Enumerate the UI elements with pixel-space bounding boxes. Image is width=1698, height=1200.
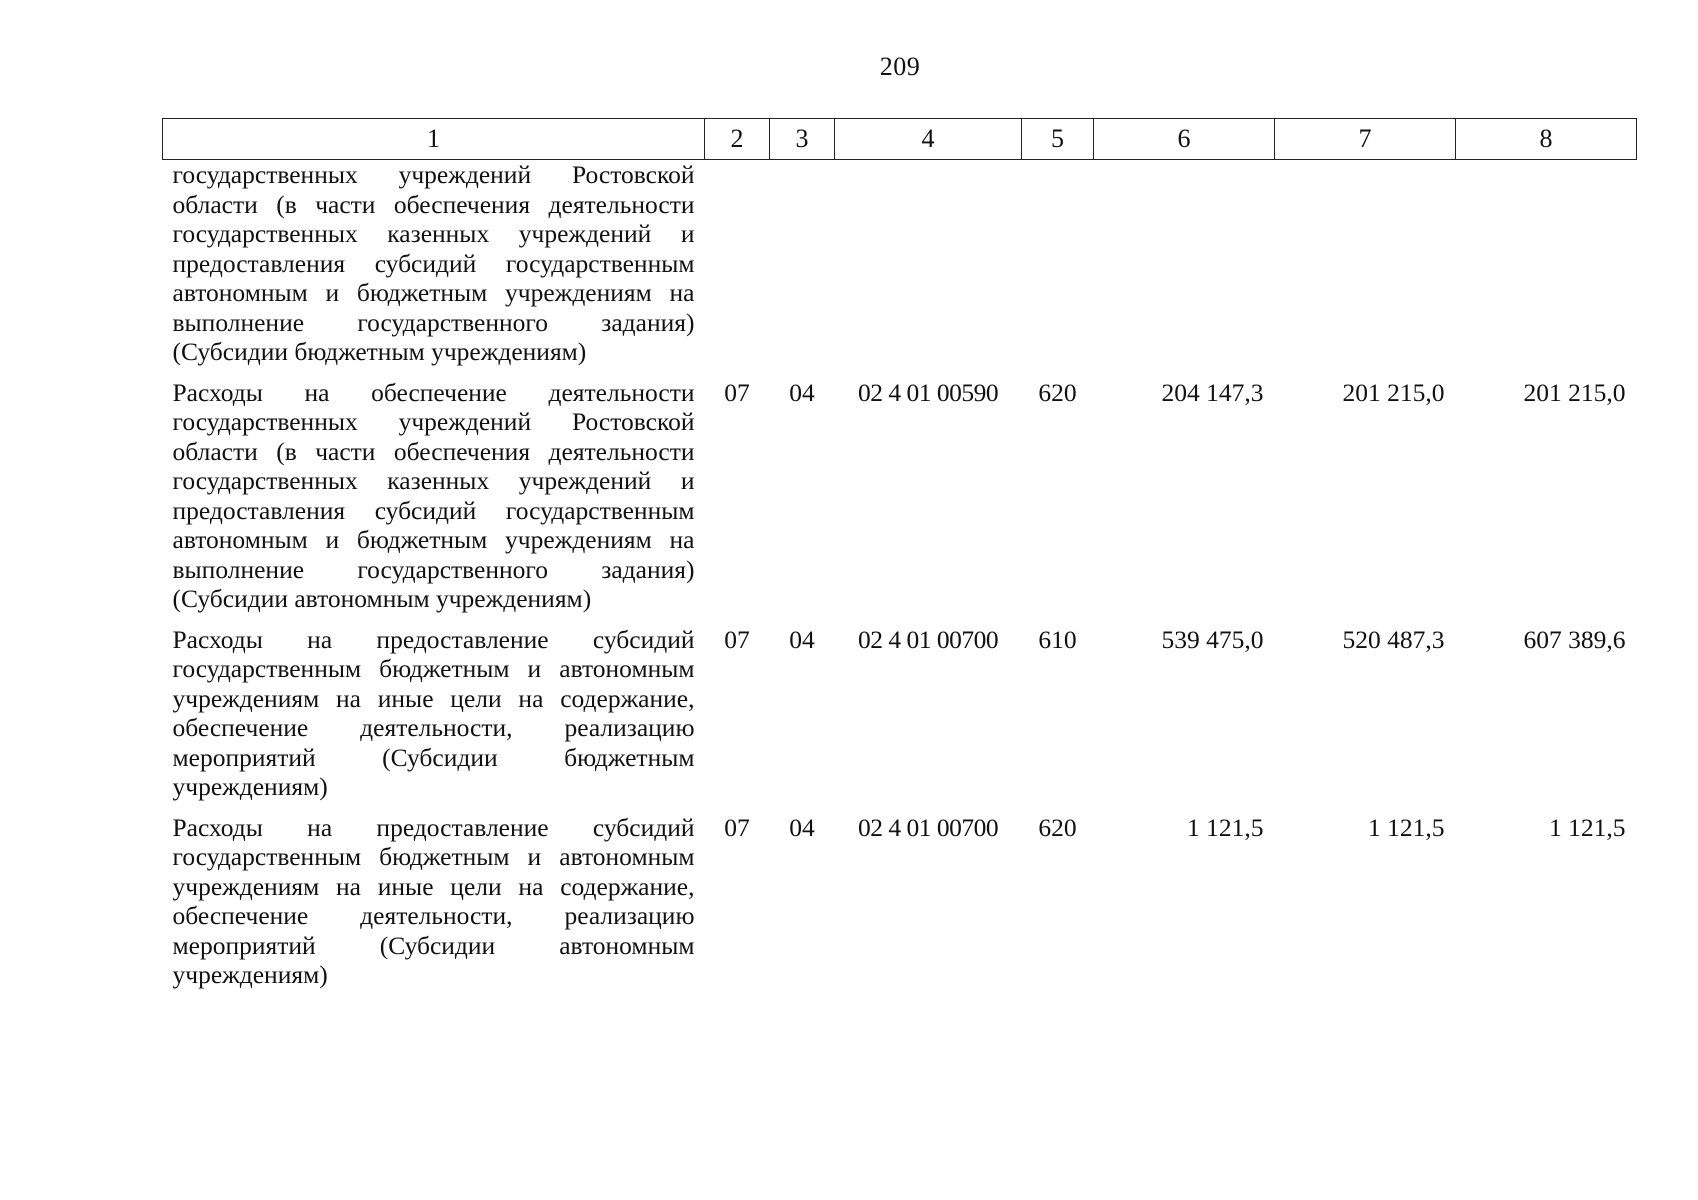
row-expense-type: 610 <box>1038 624 1077 654</box>
row-expense-type <box>1022 160 1094 378</box>
row-subsection <box>770 160 835 378</box>
budget-table <box>162 118 1637 1001</box>
header-row <box>163 119 1637 160</box>
header-col-4: 4 <box>835 119 1022 160</box>
page-number: 209 <box>879 52 921 81</box>
row-section: 07 <box>724 812 750 842</box>
row-section: 07 <box>724 377 750 407</box>
row-description: Расходы на предоставление субсидий государственным бюджетным и автономным учреждениям на иные цели на содержание, обеспечение деятельности, реализацию мероприятий (Субсидии автономным учреждениям) <box>172 812 695 989</box>
row-subsection: 04 <box>789 624 815 654</box>
row-target-code: 02 4 01 00590 <box>857 377 999 407</box>
row-target-code <box>835 160 1022 378</box>
row-amount-col8: 607 389,6 <box>1523 624 1626 654</box>
header-col-6: 6 <box>1094 119 1275 160</box>
row-amount-col8: 201 215,0 <box>1523 377 1626 407</box>
row-amount-col7 <box>1275 160 1456 378</box>
row-section: 07 <box>724 624 750 654</box>
row-amount-col6: 1 121,5 <box>1187 812 1264 842</box>
table-row <box>163 813 1637 1001</box>
table-row <box>163 378 1637 625</box>
table-body <box>163 160 1637 1001</box>
row-expense-type: 620 <box>1038 812 1077 842</box>
header-col-2: 2 <box>705 119 770 160</box>
row-amount-col7: 201 215,0 <box>1342 377 1445 407</box>
row-description: государственных учреждений Ростовской области (в части обеспечения деятельности государственных казенных учреждений и предоставления субсидий государственным автономным и бюджетным учреждениям на выполнение государственного задания) (Субсидии бюджетным учреждениям) <box>172 160 695 366</box>
row-amount-col7: 1 121,5 <box>1368 812 1445 842</box>
row-target-code: 02 4 01 00700 <box>857 624 999 654</box>
row-description: Расходы на обеспечение деятельности государственных учреждений Ростовской области (в части обеспечения деятельности государственных казенных учреждений и предоставления субсидий государственным автономным и бюджетным учреждениям на выполнение государственного задания) (Субсидии автономным учреждениям) <box>172 377 695 613</box>
row-amount-col8 <box>1456 160 1637 378</box>
row-amount-col7: 520 487,3 <box>1342 624 1445 654</box>
header-col-1: 1 <box>163 119 705 160</box>
row-description: Расходы на предоставление субсидий государственным бюджетным и автономным учреждениям на иные цели на содержание, обеспечение деятельности, реализацию мероприятий (Субсидии бюджетным учреждениям) <box>172 624 695 801</box>
header-col-3: 3 <box>770 119 835 160</box>
table-row <box>163 160 1637 378</box>
table-row <box>163 625 1637 813</box>
row-subsection: 04 <box>789 812 815 842</box>
row-subsection: 04 <box>789 377 815 407</box>
row-section <box>705 160 770 378</box>
row-target-code: 02 4 01 00700 <box>857 812 999 842</box>
table-header <box>163 119 1637 160</box>
header-col-7: 7 <box>1275 119 1456 160</box>
row-amount-col6 <box>1094 160 1275 378</box>
row-amount-col6: 539 475,0 <box>1161 624 1264 654</box>
row-expense-type: 620 <box>1038 377 1077 407</box>
header-col-5: 5 <box>1022 119 1094 160</box>
row-amount-col8: 1 121,5 <box>1549 812 1626 842</box>
row-amount-col6: 204 147,3 <box>1161 377 1264 407</box>
header-col-8: 8 <box>1456 119 1637 160</box>
